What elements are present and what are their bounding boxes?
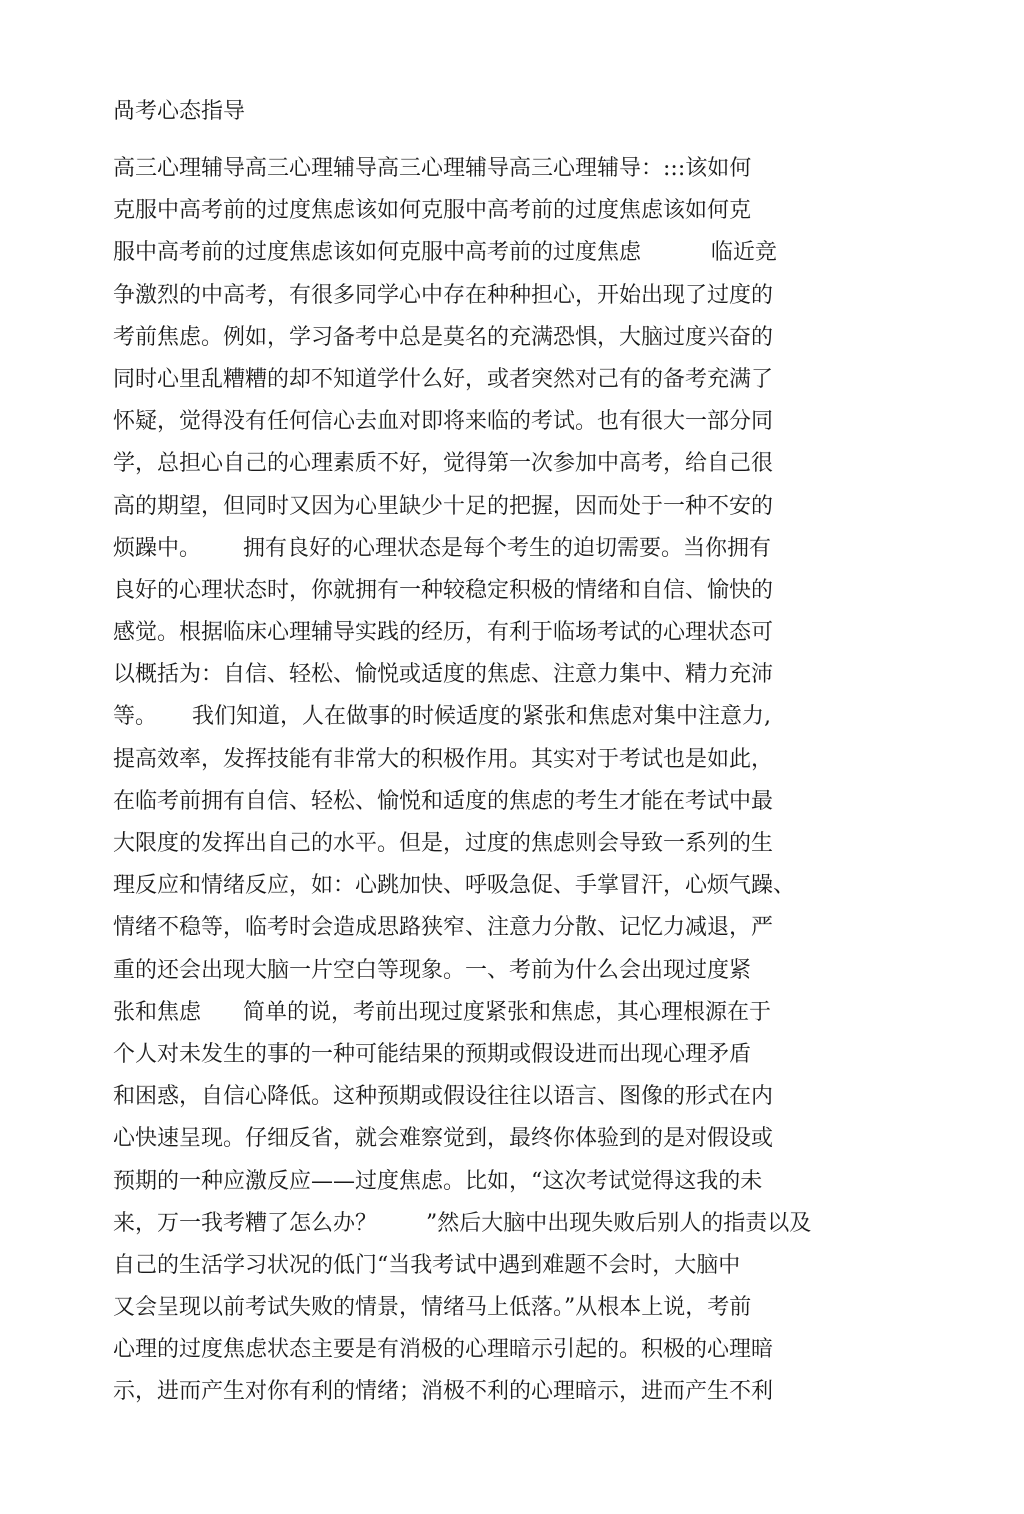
text-line: 预期的一种应激反应——过度焦虑。比如，“这次考试觉得这我的未 [113,1168,763,1194]
text-line: 高的期望，但同时又因为心里缺少十足的把握，因而处于一种不安的 [113,493,774,519]
text-line: 个人对未发生的事的一种可能结果的预期或假设进而出现心理矛盾 [113,1041,752,1067]
text-line: 服中高考前的过度焦虑该如何克服中高考前的过度焦虑 临近竞 [113,240,777,266]
text-line: 考前焦虑。例如，学习备考中总是莫名的充满恐惧，大脑过度兴奋的 [113,324,774,350]
text-line: 重的还会出现大脑一片空白等现象。一、考前为什么会出现过度紧 [113,957,752,983]
text-line: 高三心理辅导高三心理辅导高三心理辅导高三心理辅导：:::该如何 [113,156,752,181]
text-line: 怀疑，觉得没有任何信心去血对即将来临的考试。也有很大一部分同 [113,409,774,435]
document-body [113,148,913,1414]
text-line: 心快速呈现。仔细反省，就会难察觉到，最终你体验到的是对假设或 [113,1126,774,1152]
text-line: 感觉。根据临床心理辅导实践的经历，有利于临场考试的心理状态可 [113,620,774,646]
text-line: 同时心里乱糟糟的却不知道学什么好，或者突然对己有的备考充满了 [113,366,774,392]
text-line: 示，进而产生对你有利的情绪；消极不利的心理暗示，进而产生不利 [113,1379,774,1405]
text-line: 争激烈的中高考，有很多同学心中存在种种担心，开始出现了过度的 [113,282,774,308]
text-line: 克服中高考前的过度焦虑该如何克服中高考前的过度焦虑该如何克 [113,198,752,224]
text-line: 心理的过度焦虑状态主要是有消极的心理暗示引起的。积极的心理暗 [113,1337,774,1363]
text-line: 提高效率，发挥技能有非常大的积极作用。其实对于考试也是如此， [113,746,774,772]
text-line: 来，万一我考糟了怎么办？ ”然后大脑中出现失败后别人的指责以及 [113,1210,812,1236]
text-line: 良好的心理状态时，你就拥有一种较稳定积极的情绪和自信、愉快的 [113,577,774,603]
text-line: 学，总担心自己的心理素质不好，觉得第一次参加中高考，给自己很 [113,451,774,477]
text-line: 理反应和情绪反应，如：心跳加快、呼吸急促、手掌冒汗，心烦气躁、 [113,873,796,899]
text-line: 大限度的发挥出自己的水平。但是，过度的焦虑则会导致一系列的生 [113,831,774,856]
document-title: 咼考心态指导 [113,99,246,124]
text-line: 以概括为：自信、轻松、愉悦或适度的焦虑、注意力集中、精力充沛 [113,662,774,688]
text-line: 情绪不稳等，临考时会造成思路狭窄、注意力分散、记忆力减退，严 [113,915,774,941]
text-line: 烦躁中。 拥有良好的心理状态是每个考生的迫切需要。当你拥有 [113,535,771,561]
text-line: 和困惑，自信心降低。这种预期或假设往往以语言、图像的形式在内 [113,1084,774,1110]
text-line: 又会呈现以前考试失败的情景，情绪马上低落。”从根本上说，考前 [113,1295,752,1321]
text-line: 在临考前拥有自信、轻松、愉悦和适度的焦虑的考生才能在考试中最 [113,788,774,814]
text-line: 自己的生活学习状况的低门“当我考试中遇到难题不会时，大脑中 [113,1252,741,1278]
text-line: 张和焦虑 简单的说，考前出现过度紧张和焦虑，其心理根源在于 [113,999,771,1025]
text-line: 等。 我们知道，人在做事的时候适度的紧张和焦虑对集中注意力, [113,704,771,730]
